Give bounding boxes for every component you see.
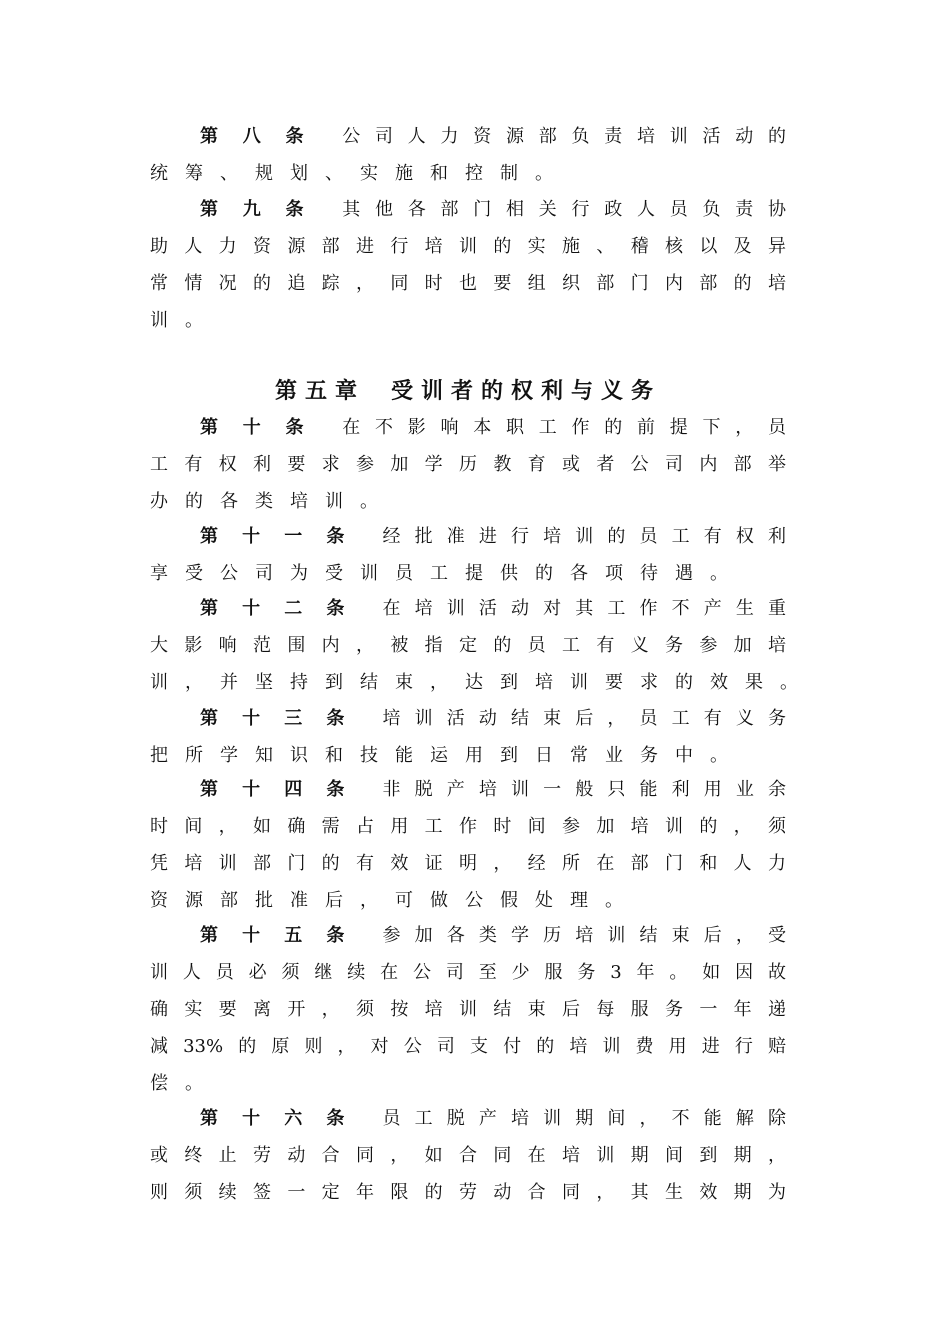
article-15-text: 参加各类学历培训结束后，受 — [382, 925, 786, 946]
article-11-line: 享受公司为受训员工提供的各项待遇。 — [150, 563, 745, 584]
chapter-number: 第五章 — [274, 378, 365, 404]
article-9-text: 其他各部门相关行政人员负责协 — [342, 199, 786, 220]
article-11-first-line — [200, 518, 786, 555]
chapter-title: 受训者的权利与义务 — [391, 378, 662, 404]
article-8-label: 第八条 — [200, 126, 329, 147]
article-14-first-line — [200, 771, 786, 808]
article-16-line: 或终止劳动合同，如合同在培训期间到期， — [150, 1145, 786, 1166]
article-8-text: 公司人力资源部负责培训活动的 — [342, 126, 786, 147]
article-9-label: 第九条 — [200, 199, 329, 220]
article-14-line: 时间，如确需占用工作时间参加培训的，须 — [150, 816, 786, 837]
article-15-first-line — [200, 917, 786, 954]
article-13-first-line — [200, 700, 786, 737]
article-15-label: 第十五条 — [200, 925, 369, 946]
chapter-heading — [150, 374, 786, 408]
article-14-line: 资源部批准后，可做公假处理。 — [150, 890, 640, 911]
article-15-line: 训人员必须继续在公司至少服务3年。如因故 — [150, 962, 786, 983]
article-13-label: 第十三条 — [200, 708, 369, 729]
article-11-label: 第十一条 — [200, 526, 369, 547]
article-12-line: 大影响范围内，被指定的员工有义务参加培 — [150, 635, 786, 656]
article-10-first-line — [200, 409, 786, 446]
article-15-line: 偿。 — [150, 1073, 220, 1094]
article-13-line: 把所学知识和技能运用到日常业务中。 — [150, 745, 745, 766]
article-9-line: 助人力资源部进行培训的实施、稽核以及异 — [150, 236, 786, 257]
article-12-line: 训，并坚持到结束，达到培训要求的效果。 — [150, 672, 815, 693]
article-12-text: 在培训活动对其工作不产生重 — [382, 598, 786, 619]
article-9-first-line — [200, 191, 786, 228]
article-14-line: 凭培训部门的有效证明，经所在部门和人力 — [150, 853, 786, 874]
article-16-label: 第十六条 — [200, 1108, 369, 1129]
article-10-label: 第十条 — [200, 417, 329, 438]
article-16-line: 则须续签一定年限的劳动合同，其生效期为 — [150, 1182, 786, 1203]
article-10-line: 工有权利要求参加学历教育或者公司内部举 — [150, 454, 786, 475]
article-14-label: 第十四条 — [200, 779, 369, 800]
article-8-first-line — [200, 118, 786, 155]
article-10-text: 在不影响本职工作的前提下，员 — [342, 417, 786, 438]
article-16-first-line — [200, 1100, 786, 1137]
article-14-text: 非脱产培训一般只能利用业余 — [382, 779, 786, 800]
article-15-line: 减33%的原则，对公司支付的培训费用进行赔 — [150, 1036, 786, 1057]
article-8-line: 统筹、规划、实施和控制。 — [150, 163, 570, 184]
article-12-label: 第十二条 — [200, 598, 369, 619]
article-12-first-line — [200, 590, 786, 627]
article-9-line: 常情况的追踪，同时也要组织部门内部的培 — [150, 273, 786, 294]
article-16-text: 员工脱产培训期间，不能解除 — [382, 1108, 786, 1129]
article-11-text: 经批准进行培训的员工有权利 — [382, 526, 786, 547]
article-10-line: 办的各类培训。 — [150, 491, 395, 512]
article-9-line: 训。 — [150, 310, 220, 331]
article-15-line: 确实要离开，须按培训结束后每服务一年递 — [150, 999, 786, 1020]
article-13-text: 培训活动结束后，员工有义务 — [382, 708, 786, 729]
